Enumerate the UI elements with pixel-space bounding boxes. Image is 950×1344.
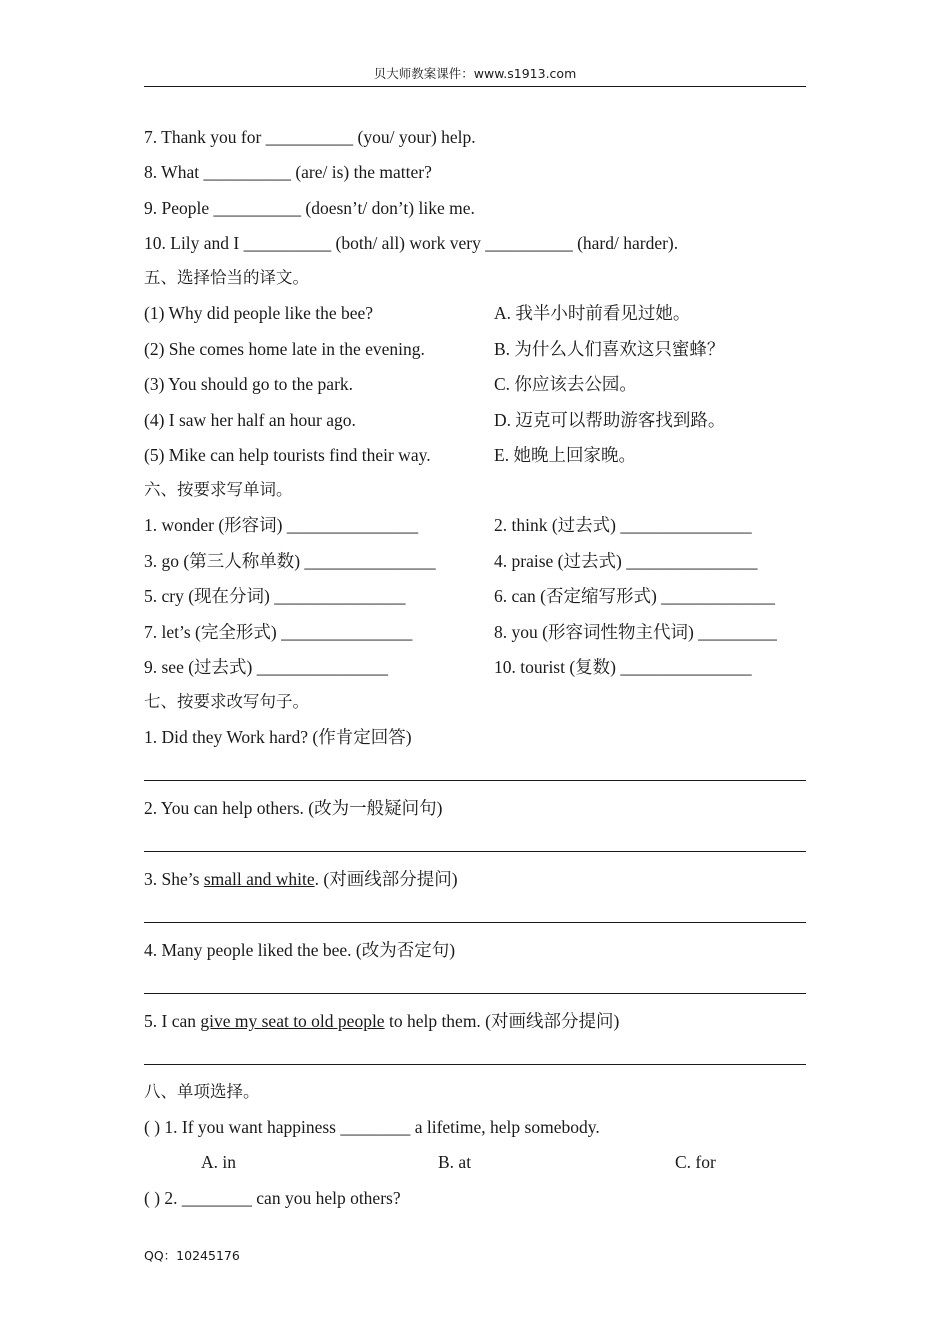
section6-right-4: 4. praise (过去式) _______________ [494, 551, 758, 571]
q3-underlined: small and white [203, 869, 315, 889]
section7-q1: 1. Did they Work hard? (作肯定回答) [144, 727, 412, 747]
section6-left-5: 5. cry (现在分词) _______________ [144, 586, 406, 606]
q5-prefix: 5. I can [144, 1011, 201, 1031]
fill-item-7: 7. Thank you for __________ (you/ your) help. [144, 127, 476, 147]
answer-line-3[interactable] [144, 922, 806, 923]
section6-left-9: 9. see (过去式) _______________ [144, 657, 389, 677]
section5-left-5: (5) Mike can help tourists find their way. [144, 445, 431, 465]
section5-right-c: C. 你应该去公园。 [494, 374, 637, 394]
answer-line-2[interactable] [144, 851, 806, 852]
section8-q1: ( ) 1. If you want happiness ________ a lifetime, help somebody. [144, 1117, 600, 1137]
section5-left-3: (3) You should go to the park. [144, 374, 354, 394]
fill-item-10: 10. Lily and I __________ (both/ all) work very __________ (hard/ harder). [144, 233, 679, 253]
section6-right-8: 8. you (形容词性物主代词) _________ [494, 622, 777, 642]
section6-right-2: 2. think (过去式) _______________ [494, 515, 752, 535]
q5-suffix: to help them. (对画线部分提问) [384, 1011, 620, 1031]
section5-left-4: (4) I saw her half an hour ago. [144, 410, 356, 430]
section8-title: 八、单项选择。 [144, 1082, 260, 1101]
section7-q5 [144, 1010, 619, 1032]
page-footer: QQ：10245176 [144, 1248, 240, 1263]
page-header: 贝大师教案课件：www.s1913.com [144, 64, 806, 87]
answer-line-5[interactable] [144, 1064, 806, 1065]
q3-suffix: . (对画线部分提问) [314, 869, 458, 889]
fill-item-9: 9. People __________ (doesn’t/ don’t) like me. [144, 198, 475, 218]
section7-title: 七、按要求改写句子。 [144, 692, 309, 711]
section8-q2: ( ) 2. ________ can you help others? [144, 1188, 401, 1208]
fill-item-8: 8. What __________ (are/ is) the matter? [144, 162, 432, 182]
option-b[interactable]: B. at [438, 1152, 472, 1172]
section7-q2: 2. You can help others. (改为一般疑问句) [144, 798, 443, 818]
section5-title: 五、选择恰当的译文。 [144, 268, 309, 287]
section7-q4: 4. Many people liked the bee. (改为否定句) [144, 940, 456, 960]
section6-left-7: 7. let’s (完全形式) _______________ [144, 622, 413, 642]
section5-right-d: D. 迈克可以帮助游客找到路。 [494, 410, 726, 430]
section6-right-10: 10. tourist (复数) _______________ [494, 657, 752, 677]
section6-title: 六、按要求写单词。 [144, 480, 293, 499]
section7-q3 [144, 868, 458, 890]
q3-prefix: 3. She’s [144, 869, 204, 889]
answer-line-4[interactable] [144, 993, 806, 994]
option-c[interactable]: C. for [675, 1152, 716, 1172]
option-a[interactable]: A. in [201, 1152, 236, 1172]
section5-left-1: (1) Why did people like the bee? [144, 303, 374, 323]
section6-right-6: 6. can (否定缩写形式) _____________ [494, 586, 775, 606]
answer-line-1[interactable] [144, 780, 806, 781]
section5-right-e: E. 她晚上回家晚。 [494, 445, 636, 465]
q5-underlined: give my seat to old people [200, 1011, 385, 1031]
section6-left-3: 3. go (第三人称单数) _______________ [144, 551, 436, 571]
section6-left-1: 1. wonder (形容词) _______________ [144, 515, 419, 535]
section5-left-2: (2) She comes home late in the evening. [144, 339, 425, 359]
section5-right-b: B. 为什么人们喜欢这只蜜蜂？ [494, 339, 725, 359]
section5-right-a: A. 我半小时前看见过她。 [494, 303, 691, 323]
